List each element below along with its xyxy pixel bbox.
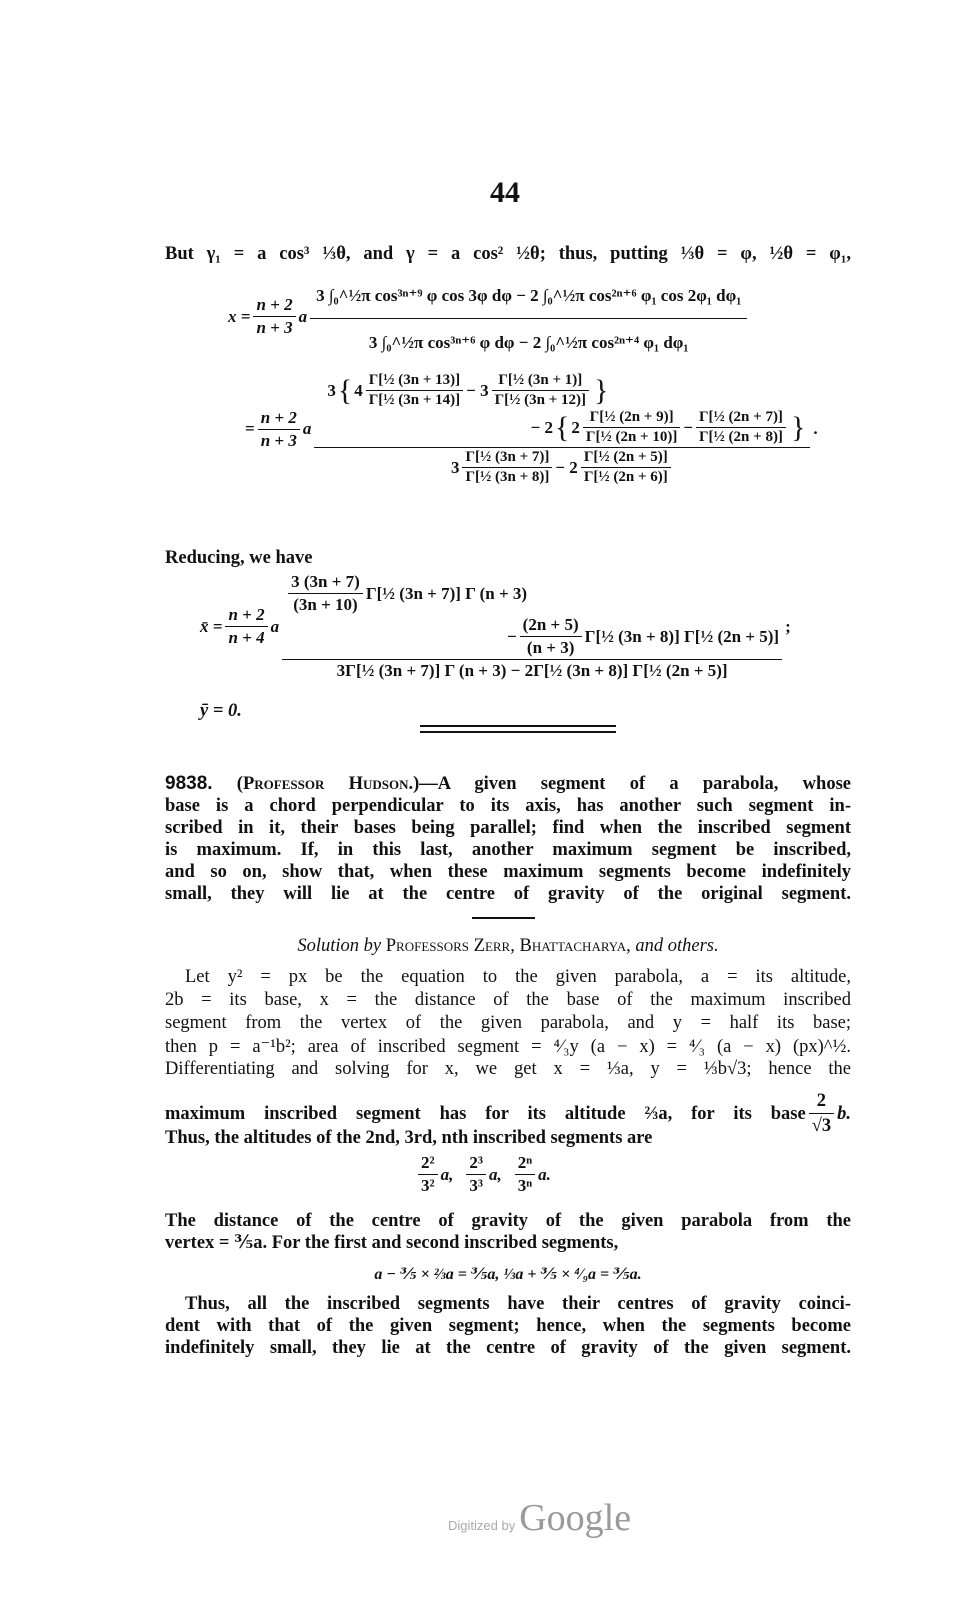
eq2-den-minus: − 2 (555, 457, 578, 477)
eq3-minus: − (506, 626, 517, 646)
google-logo: Google (519, 1497, 632, 1539)
solution-by: Solution by (297, 936, 382, 956)
g4-num: Γ[½ (2n + 7)] (696, 409, 786, 428)
double-rule-bottom (420, 731, 616, 733)
gamma-fraction (581, 449, 671, 486)
eq2-coef-den: n + 3 (260, 430, 297, 450)
eq1-numerator: 3 ∫₀^½π cos³ⁿ⁺⁹ φ cos 3φ dφ − 2 ∫₀^½π cos²ⁿ⁺⁶ φ₁ cos 2φ₁ dφ₁ (310, 280, 747, 319)
eq2-l2-minus: − (683, 417, 694, 437)
g2-num: Γ[½ (3n + 1)] (492, 372, 589, 391)
left-brace: { (337, 373, 353, 407)
eq2-denominator (314, 448, 810, 486)
alt-den: 3² (421, 1176, 435, 1195)
g3-num: Γ[½ (2n + 9)] (583, 409, 680, 428)
solution-authors: Professors Zerr, Bhattacharya, (385, 936, 631, 956)
eq2-l1-coef2: 4 (354, 380, 363, 400)
solution-line-5: Differentiating and solving for x, we get x = ⅓a, y = ⅓b√3; hence the (165, 1059, 851, 1079)
eq3-end: ; (785, 616, 791, 636)
eq2-coef (258, 408, 300, 451)
eq3-coef-num: n + 2 (225, 605, 267, 627)
eq2-end: . (813, 419, 818, 438)
eq2-l2-coef2: 2 (571, 417, 580, 437)
digitized-by-google-watermark (448, 1496, 631, 1540)
final-line-1: Thus, all the inscribed segments have their centres of gravity coinci- (185, 1294, 851, 1314)
eq2-num-line1 (327, 372, 807, 409)
eq1-a: a (298, 306, 308, 326)
alt-frac (418, 1153, 438, 1196)
solution-line-1: Let y² = px be the equation to the given parabola, a = its altitude, (185, 967, 851, 987)
equation-1 (228, 280, 750, 353)
eq3-a: a (270, 616, 280, 636)
g5-den: Γ[½ (3n + 8)] (465, 469, 550, 485)
eq2-l2-coef: − 2 (530, 417, 553, 437)
eq1-coef (253, 295, 295, 338)
eq2-coef-num: n + 2 (258, 408, 300, 430)
eq3-main-fraction (282, 572, 782, 681)
alt-suffix: a, (488, 1164, 502, 1184)
alt-suffix: a. (538, 1164, 551, 1184)
reducing-text: Reducing, we have (165, 548, 313, 568)
g5-num: Γ[½ (3n + 7)] (462, 449, 552, 468)
alt-frac (515, 1153, 535, 1196)
frac-num: 2 (809, 1090, 834, 1114)
eq3-term2: Γ[½ (3n + 8)] Γ[½ (2n + 5)] (584, 626, 780, 646)
solution-line-6-text: maximum inscribed segment has for its altitude ⅔a, for its base (165, 1103, 806, 1124)
eq1-coef-num: n + 2 (253, 295, 295, 317)
problem-text: —A given segment of a parabola, whose (419, 774, 851, 794)
eq3-lhs: x̄ = (200, 616, 223, 636)
g6-num: Γ[½ (2n + 5)] (581, 449, 671, 468)
final-line-3: indefinitely small, they lie at the centre of gravity of the given segment. (165, 1338, 851, 1358)
gravity-equation: a − ⅗ × ⅔a = ⅗a, ⅓a + ⅗ × ⁴⁄₉a = ⅗a. (374, 1266, 642, 1283)
alt-num: 2³ (466, 1153, 486, 1175)
gamma-fraction (583, 409, 680, 446)
f2-num: (2n + 5) (520, 615, 582, 637)
solution-line-3: segment from the vertex of the given parabola, and y = half its base; (165, 1013, 851, 1033)
eq2-main-fraction (314, 372, 810, 486)
eq1-coef-den: n + 3 (256, 318, 293, 337)
problem-line-3: scribed in it, their bases being parallel; find when the inscribed segment (165, 818, 851, 838)
altitude-2 (415, 1153, 453, 1196)
gamma-fraction (696, 409, 786, 446)
eq1-denominator: 3 ∫₀^½π cos³ⁿ⁺⁶ φ dφ − 2 ∫₀^½π cos²ⁿ⁺⁴ φ₁ dφ₁ (368, 333, 689, 352)
eq3-term1: Γ[½ (3n + 7)] Γ (n + 3) (365, 583, 528, 603)
solution-heading (165, 935, 851, 957)
gamma-fraction (366, 372, 463, 409)
equation-3 (200, 572, 791, 681)
solution-line-4: then p = a⁻¹b²; area of inscribed segment = ⁴⁄₃y (a − x) = ⁴⁄₃ (a − x) (px)^½. (165, 1037, 851, 1057)
eq2-a: a (302, 419, 312, 438)
final-line-2: dent with that of the given segment; hence, when the segments become (165, 1316, 851, 1336)
problem-number: 9838. (165, 773, 213, 794)
solution-line-8: The distance of the centre of gravity of the given parabola from the (165, 1211, 851, 1231)
problem-line-4: is maximum. If, in this last, another maximum segment be inscribed, (165, 840, 851, 860)
page-number: 44 (490, 176, 520, 209)
alt-suffix: a, (440, 1164, 454, 1184)
eq3-num-line1 (285, 572, 779, 615)
eq2-numerator (314, 372, 810, 448)
eq2-num-line2 (317, 409, 807, 446)
left-brace: { (555, 410, 570, 444)
double-rule-top (420, 725, 616, 727)
alt-num: 2² (418, 1153, 438, 1175)
problem-author: (Professor Hudson.) (236, 774, 420, 794)
g1-den: Γ[½ (3n + 14)] (368, 392, 461, 408)
g6-den: Γ[½ (2n + 6)] (583, 469, 668, 485)
g3-den: Γ[½ (2n + 10)] (585, 429, 678, 445)
f1-num: 3 (3n + 7) (288, 572, 363, 594)
right-brace: } (594, 373, 609, 407)
eq2-lhs: = (245, 419, 255, 438)
f1-den: (3n + 10) (293, 595, 358, 614)
eq3-coef-den: n + 4 (228, 628, 265, 647)
eq3-f1 (288, 572, 363, 615)
eq1-main-fraction (310, 280, 747, 353)
intro-line: But γ₁ = a cos³ ⅓θ, and γ = a cos² ½θ; thus, putting ⅓θ = φ, ½θ = φ₁, (165, 244, 851, 264)
solution-others: and others. (635, 936, 719, 956)
eq1-lhs: x = (228, 306, 251, 326)
ybar-equation: ȳ = 0. (200, 701, 242, 721)
gamma-fraction (462, 449, 552, 486)
eq3-coef (225, 605, 267, 648)
alt-num: 2ⁿ (515, 1153, 535, 1175)
eq3-numerator (282, 572, 782, 660)
solution-line-9: vertex = ⅗a. For the first and second inscribed segments, (165, 1233, 619, 1253)
right-brace: } (790, 410, 806, 444)
problem-line-5: and so on, show that, when these maximum segments become indefinitely (165, 862, 851, 882)
g2-den: Γ[½ (3n + 12)] (494, 392, 587, 408)
equation-2 (245, 372, 818, 486)
g4-den: Γ[½ (2n + 8)] (699, 429, 783, 445)
eq2-l1-minus: − 3 (466, 380, 489, 400)
eq3-f2 (520, 615, 582, 658)
eq3-num-line2 (285, 615, 779, 658)
watermark-prefix: Digitized by (448, 1518, 516, 1533)
solution-line-7: Thus, the altitudes of the 2nd, 3rd, nth inscribed segments are (165, 1128, 653, 1148)
problem-line-1 (165, 773, 851, 795)
eq2-l1-coef: 3 (327, 380, 336, 400)
altitude-n (512, 1153, 551, 1196)
eq2-den-coef: 3 (450, 457, 460, 477)
altitude-3 (463, 1153, 501, 1196)
solution-line-2: 2b = its base, x = the distance of the base of the maximum inscribed (165, 990, 851, 1010)
section-rule (472, 917, 535, 919)
g1-num: Γ[½ (3n + 13)] (366, 372, 463, 391)
alt-den: 3ⁿ (517, 1176, 533, 1195)
solution-line-6-end: b. (837, 1103, 851, 1124)
problem-line-2: base is a chord perpendicular to its axis, has another such segment in- (165, 796, 851, 816)
gamma-fraction (492, 372, 589, 409)
frac-den: √3 (811, 1116, 832, 1136)
f2-den: (n + 3) (526, 638, 575, 657)
problem-line-6: small, they will lie at the centre of gravity of the original segment. (165, 884, 851, 904)
alt-frac (466, 1153, 486, 1196)
alt-den: 3³ (469, 1176, 483, 1195)
altitudes-list (415, 1153, 551, 1196)
eq3-denominator: 3Γ[½ (3n + 7)] Γ (n + 3) − 2Γ[½ (3n + 8)] Γ[½ (2n + 5)] (336, 661, 728, 680)
